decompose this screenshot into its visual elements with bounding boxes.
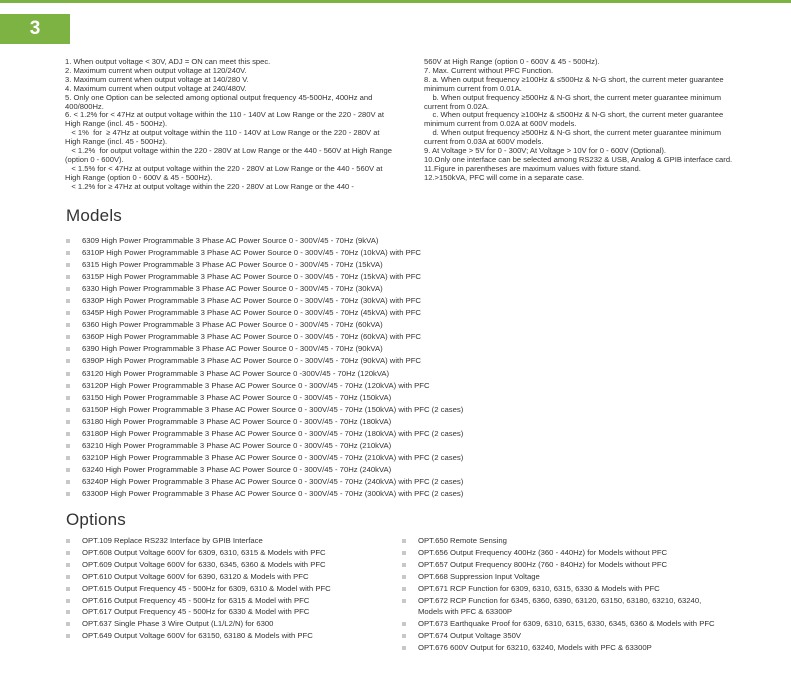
- option-item: OPT.676 600V Output for 63210, 63240, Models with PFC & 63300P: [402, 642, 722, 654]
- model-item: 63210 High Power Programmable 3 Phase AC Power Source 0 - 300V/45 - 70Hz (210kVA): [66, 440, 766, 452]
- footnote: 5. Only one Option can be selected among optional output frequency 45-500Hz, 400Hz and 400/800Hz.: [65, 92, 375, 111]
- model-item: 63240 High Power Programmable 3 Phase AC Power Source 0 - 300V/45 - 70Hz (240kVA): [66, 464, 766, 476]
- option-item: OPT.668 Suppression Input Voltage: [402, 571, 722, 583]
- model-item: 6360P High Power Programmable 3 Phase AC Power Source 0 - 300V/45 - 70Hz (60kVA) with PFC: [66, 331, 766, 343]
- option-item: OPT.609 Output Voltage 600V for 6330, 6345, 6360 & Models with PFC: [66, 559, 366, 571]
- option-item: OPT.637 Single Phase 3 Wire Output (L1/L2/N) for 6300: [66, 618, 366, 630]
- footnote: 9. At Voltage > 5V for 0 - 300V; At Voltage > 10V for 0 - 600V (Optional).: [424, 146, 667, 156]
- footnote: d. When output frequency ≥500Hz & N-G short, the current meter guarantee minimum current from 0.03A at 600V models.: [424, 128, 724, 147]
- option-item: OPT.616 Output Frequency 45 - 500Hz for 6315 & Model with PFC: [66, 595, 366, 607]
- option-item: OPT.610 Output Voltage 600V for 6390, 63120 & Models with PFC: [66, 571, 366, 583]
- footnote: b. When output frequency ≥500Hz & N-G short, the current meter guarantee minimum current from 0.02A.: [424, 92, 724, 111]
- footnote: < 1% for ≥ 47Hz at output voltage within the 110 - 140V at Low Range or the 220 - 280V at High Range (incl. 45 - 500Hz).: [65, 128, 382, 147]
- footnote: 10.Only one interface can be selected among RS232 & USB, Analog & GPIB interface card.: [424, 154, 733, 164]
- model-item: 63300P High Power Programmable 3 Phase AC Power Source 0 - 300V/45 - 70Hz (300kVA) with PFC (2 cases): [66, 488, 766, 500]
- option-item: OPT.615 Output Frequency 45 - 500Hz for 6309, 6310 & Model with PFC: [66, 583, 366, 595]
- model-item: 6330P High Power Programmable 3 Phase AC Power Source 0 - 300V/45 - 70Hz (30kVA) with PFC: [66, 295, 766, 307]
- option-item: OPT.649 Output Voltage 600V for 63150, 63180 & Models with PFC: [66, 630, 366, 642]
- footnote: 6. < 1.2% for < 47Hz at output voltage within the 110 - 140V at Low Range or the 220 - 280V at High Range (incl. 45 - 500Hz).: [65, 110, 387, 129]
- options-list-left: [66, 535, 366, 642]
- footnote: < 1.5% for < 47Hz at output voltage within the 220 - 280V at Low Range or the 440 - 560V at High Range (option 0 - 600V & 45 - 500Hz).: [65, 163, 385, 182]
- option-item: OPT.650 Remote Sensing: [402, 535, 722, 547]
- footnote: 4. Maximum current when output voltage at 240/480V.: [65, 83, 247, 93]
- options-heading: Options: [66, 510, 126, 529]
- footnote: 7. Max. Current without PFC Function.: [424, 65, 554, 75]
- models-heading: Models: [66, 206, 123, 225]
- option-item: OPT.657 Output Frequency 800Hz (760 - 840Hz) for Models without PFC: [402, 559, 722, 571]
- option-item: OPT.617 Output Frequency 45 - 500Hz for 6330 & Model with PFC: [66, 606, 366, 618]
- model-item: 6360 High Power Programmable 3 Phase AC Power Source 0 - 300V/45 - 70Hz (60kVA): [66, 319, 766, 331]
- footnote: 12.>150kVA, PFC will come in a separate case.: [424, 172, 585, 182]
- footnotes-left: [65, 58, 395, 192]
- option-item: OPT.672 RCP Function for 6345, 6360, 6390, 63120, 63150, 63180, 63210, 63240, Models with PFC & 63300P: [402, 595, 722, 619]
- model-item: 63180 High Power Programmable 3 Phase AC Power Source 0 - 300V/45 - 70Hz (180kVA): [66, 416, 766, 428]
- model-item: 63150 High Power Programmable 3 Phase AC Power Source 0 - 300V/45 - 70Hz (150kVA): [66, 392, 766, 404]
- footnote: c. When output frequency ≥100Hz & ≤500Hz & N-G short, the current meter guarantee minimum current from 0.02A at 600V models.: [424, 110, 726, 129]
- option-item: OPT.656 Output Frequency 400Hz (360 - 440Hz) for Models without PFC: [402, 547, 722, 559]
- option-item: OPT.608 Output Voltage 600V for 6309, 6310, 6315 & Models with PFC: [66, 547, 366, 559]
- footnote: < 1.2% for output voltage within the 220 - 280V at Low Range or the 440 - 560V at High Range (option 0 - 600V).: [65, 146, 395, 164]
- model-item: 63150P High Power Programmable 3 Phase AC Power Source 0 - 300V/45 - 70Hz (150kVA) with PFC (2 cases): [66, 404, 766, 416]
- model-item: 6345P High Power Programmable 3 Phase AC Power Source 0 - 300V/45 - 70Hz (45kVA) with PFC: [66, 307, 766, 319]
- model-item: 6330 High Power Programmable 3 Phase AC Power Source 0 - 300V/45 - 70Hz (30kVA): [66, 283, 766, 295]
- footnote: 8. a. When output frequency ≥100Hz & ≤500Hz & N-G short, the current meter guarantee minimum current from 0.01A.: [424, 74, 726, 93]
- footnote: 560V at High Range (option 0 - 600V & 45 - 500Hz).: [424, 57, 600, 66]
- footnote: 3. Maximum current when output voltage at 140/280 V.: [65, 74, 249, 84]
- model-item: 63210P High Power Programmable 3 Phase AC Power Source 0 - 300V/45 - 70Hz (210kVA) with PFC (2 cases): [66, 452, 766, 464]
- footnote: < 1.2% for ≥ 47Hz at output voltage within the 220 - 280V at Low Range or the 440 -: [65, 181, 354, 191]
- page-number-tab: 3: [0, 14, 70, 44]
- model-item: 63120P High Power Programmable 3 Phase AC Power Source 0 - 300V/45 - 70Hz (120kVA) with PFC: [66, 380, 766, 392]
- option-item: OPT.674 Output Voltage 350V: [402, 630, 722, 642]
- model-item: 6310P High Power Programmable 3 Phase AC Power Source 0 - 300V/45 - 70Hz (10kVA) with PFC: [66, 247, 766, 259]
- top-accent-bar: [0, 0, 791, 3]
- model-item: 6390P High Power Programmable 3 Phase AC Power Source 0 - 300V/45 - 70Hz (90kVA) with PFC: [66, 355, 766, 367]
- models-list: [66, 235, 766, 500]
- footnotes-right: [424, 58, 744, 183]
- option-item: OPT.673 Earthquake Proof for 6309, 6310, 6315, 6330, 6345, 6360 & Models with PFC: [402, 618, 722, 630]
- model-item: 63180P High Power Programmable 3 Phase AC Power Source 0 - 300V/45 - 70Hz (180kVA) with PFC (2 cases): [66, 428, 766, 440]
- model-item: 6315 High Power Programmable 3 Phase AC Power Source 0 - 300V/45 - 70Hz (15kVA): [66, 259, 766, 271]
- model-item: 63240P High Power Programmable 3 Phase AC Power Source 0 - 300V/45 - 70Hz (240kVA) with PFC (2 cases): [66, 476, 766, 488]
- model-item: 6390 High Power Programmable 3 Phase AC Power Source 0 - 300V/45 - 70Hz (90kVA): [66, 343, 766, 355]
- footnote: 11.Figure in parentheses are maximum values with fixture stand.: [424, 163, 641, 173]
- model-item: 63120 High Power Programmable 3 Phase AC Power Source 0 -300V/45 - 70Hz (120kVA): [66, 368, 766, 380]
- option-item: OPT.109 Replace RS232 Interface by GPIB Interface: [66, 535, 366, 547]
- model-item: 6315P High Power Programmable 3 Phase AC Power Source 0 - 300V/45 - 70Hz (15kVA) with PFC: [66, 271, 766, 283]
- options-list-right: [402, 535, 722, 654]
- footnote: 1. When output voltage < 30V, ADJ = ON can meet this spec.: [65, 57, 271, 66]
- option-item: OPT.671 RCP Function for 6309, 6310, 6315, 6330 & Models with PFC: [402, 583, 722, 595]
- model-item: 6309 High Power Programmable 3 Phase AC Power Source 0 - 300V/45 - 70Hz (9kVA): [66, 235, 766, 247]
- footnote: 2. Maximum current when output voltage at 120/240V.: [65, 65, 247, 75]
